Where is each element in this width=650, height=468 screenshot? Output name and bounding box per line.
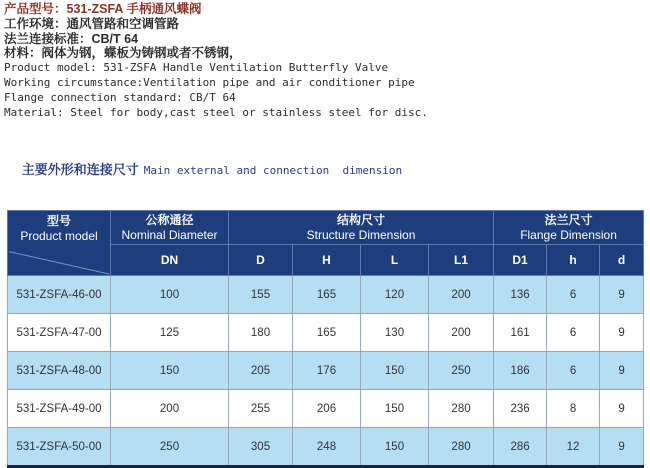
header-product-model-en: Product model <box>20 229 98 244</box>
table-row <box>8 314 644 352</box>
subheader-l: L <box>361 245 429 276</box>
model-cell: 531-ZSFA-50-00 <box>8 428 111 467</box>
header-product-model <box>8 211 111 276</box>
value-cell: 120 <box>361 276 429 314</box>
value-cell: 186 <box>494 352 547 390</box>
header-nominal-diameter <box>111 211 229 245</box>
table-row <box>8 352 644 390</box>
intro-material-zh: 材料：阀体为钢，蝶板为铸钢或者不锈钢， <box>4 46 242 61</box>
intro-working-circumstance-zh: 工作环境：通风管路和空调管路 <box>4 16 180 31</box>
intro-working-circumstance-en: Working circumstance:Ventilation pipe and air conditioner pipe <box>4 75 415 89</box>
value-cell: 8 <box>547 390 600 428</box>
header-nominal-diameter-en: Nominal Diameter <box>121 227 218 242</box>
value-cell: 200 <box>111 390 229 428</box>
subheader-dn: DN <box>111 245 229 276</box>
value-cell: 155 <box>229 276 293 314</box>
value-cell: 236 <box>494 390 547 428</box>
value-cell: 150 <box>361 352 429 390</box>
model-cell: 531-ZSFA-48-00 <box>8 352 111 390</box>
value-cell: 250 <box>429 352 494 390</box>
value-cell: 280 <box>429 428 494 467</box>
subheader-d1: D1 <box>494 245 547 276</box>
table-row <box>8 428 644 467</box>
value-cell: 9 <box>600 352 644 390</box>
section-title-en: Main external and connection dimension <box>143 164 403 178</box>
value-cell: 100 <box>111 276 229 314</box>
subheader-d-small: d <box>600 245 644 276</box>
intro-flange-standard-zh: 法兰连接标准：CB/T 64 <box>4 31 139 46</box>
header-structure-dimension <box>229 211 494 245</box>
value-cell: 205 <box>229 352 293 390</box>
value-cell: 6 <box>547 352 600 390</box>
value-cell: 250 <box>111 428 229 467</box>
value-cell: 200 <box>429 314 494 352</box>
value-cell: 150 <box>361 428 429 467</box>
value-cell: 6 <box>547 276 600 314</box>
subheader-h: H <box>293 245 361 276</box>
value-cell: 125 <box>111 314 229 352</box>
value-cell: 200 <box>429 276 494 314</box>
value-cell: 165 <box>293 314 361 352</box>
value-cell: 161 <box>494 314 547 352</box>
value-cell: 286 <box>494 428 547 467</box>
value-cell: 150 <box>361 390 429 428</box>
model-cell: 531-ZSFA-47-00 <box>8 314 111 352</box>
value-cell: 9 <box>600 428 644 467</box>
subheader-l1: L1 <box>429 245 494 276</box>
subheader-h-small: h <box>547 245 600 276</box>
value-cell: 248 <box>293 428 361 467</box>
value-cell: 9 <box>600 276 644 314</box>
value-cell: 130 <box>361 314 429 352</box>
table-row <box>8 276 644 314</box>
value-cell: 206 <box>293 390 361 428</box>
header-flange-dimension-zh: 法兰尺寸 <box>544 212 593 227</box>
value-cell: 165 <box>293 276 361 314</box>
value-cell: 255 <box>229 390 293 428</box>
value-cell: 136 <box>494 276 547 314</box>
subheader-d: D <box>229 245 293 276</box>
intro-product-model-en: Product model: 531-ZSFA Handle Ventilation Butterfly Valve <box>4 61 389 75</box>
value-cell: 9 <box>600 314 644 352</box>
table-row <box>8 390 644 428</box>
model-cell: 531-ZSFA-46-00 <box>8 276 111 314</box>
intro-product-model-zh: 产品型号：531-ZSFA 手柄通风蝶阀 <box>4 2 202 16</box>
value-cell: 150 <box>111 352 229 390</box>
value-cell: 9 <box>600 390 644 428</box>
value-cell: 280 <box>429 390 494 428</box>
model-cell: 531-ZSFA-49-00 <box>8 390 111 428</box>
value-cell: 180 <box>229 314 293 352</box>
intro-flange-standard-en: Flange connection standard: CB/T 64 <box>4 90 236 104</box>
value-cell: 305 <box>229 428 293 467</box>
value-cell: 6 <box>547 314 600 352</box>
header-structure-dimension-en: Structure Dimension <box>306 227 416 242</box>
section-title-zh: 主要外形和连接尺寸 <box>21 162 139 178</box>
dimension-table <box>7 210 644 468</box>
header-structure-dimension-zh: 结构尺寸 <box>337 212 386 227</box>
intro-material-en: Material: Steel for body,cast steel or stainless steel for disc. <box>4 105 428 119</box>
header-product-model-zh: 型号 <box>46 214 71 229</box>
header-nominal-diameter-zh: 公称通径 <box>145 212 194 227</box>
product-intro <box>0 0 650 120</box>
section-title <box>4 141 650 197</box>
value-cell: 12 <box>547 428 600 467</box>
value-cell: 176 <box>293 352 361 390</box>
header-flange-dimension-en: Flange Dimension <box>520 227 617 242</box>
header-flange-dimension <box>494 211 644 245</box>
